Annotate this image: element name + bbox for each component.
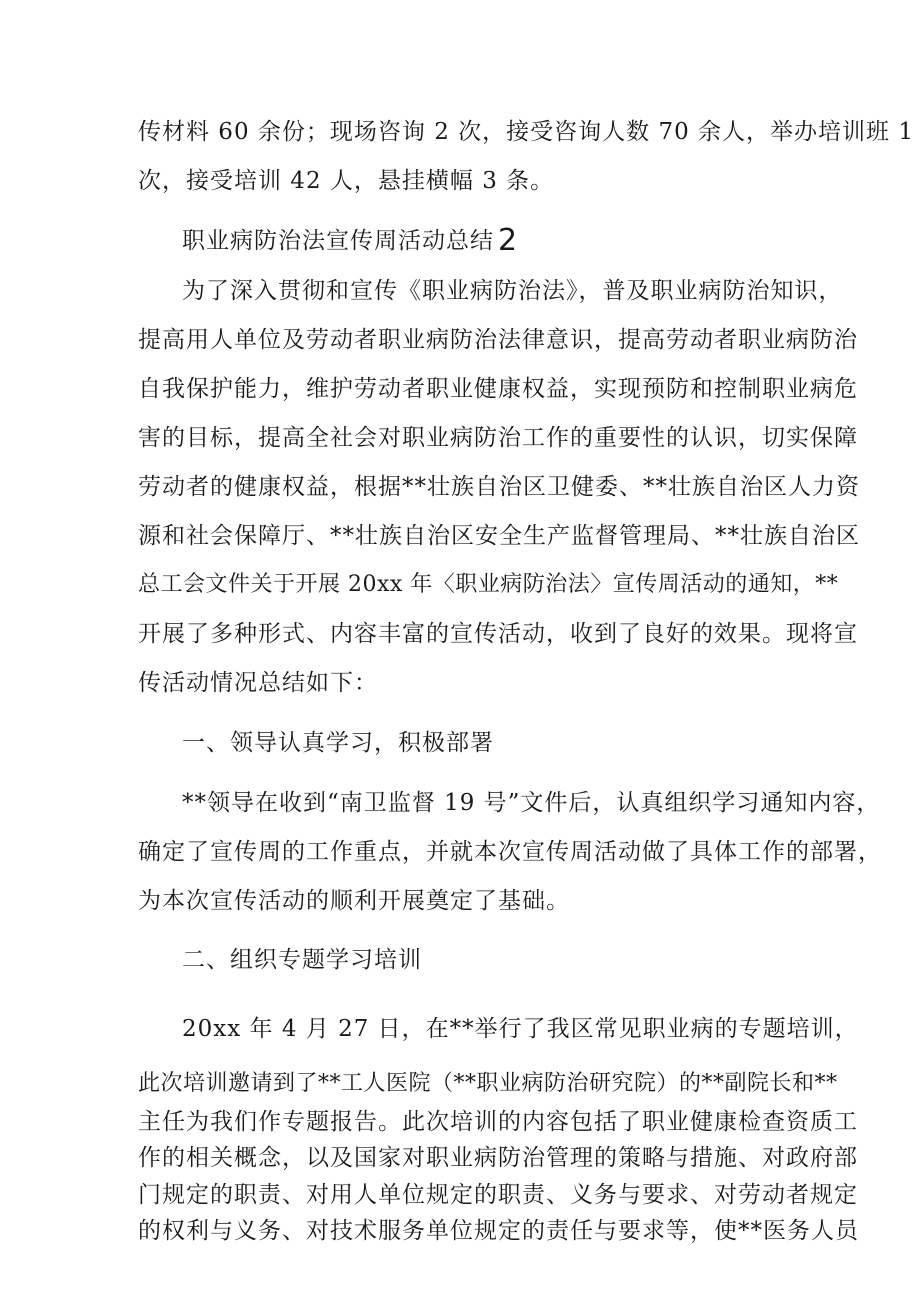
- paragraph-1-line-9: 传活动情况总结如下：: [138, 670, 378, 696]
- section-title: [182, 223, 519, 258]
- paragraph-2-line-3: 为本次宣传活动的顺利开展奠定了基础。: [138, 888, 570, 914]
- paragraph-3-line-2: 此次培训邀请到了**工人医院（**职业病防治研究院）的**副院长和**: [138, 1071, 838, 1096]
- paragraph-1-line-8: 开展了多种形式、内容丰富的宣传活动，收到了良好的效果。现将宣: [138, 621, 858, 647]
- paragraph-1-line-6: 源和社会保障厅、**壮族自治区安全生产监督管理局、**壮族自治区: [138, 523, 860, 549]
- paragraph-2-line-1: **领导在收到“南卫监督 19 号”文件后，认真组织学习通知内容，: [182, 790, 881, 816]
- paragraph-1-line-5: 劳动者的健康权益，根据**壮族自治区卫健委、**壮族自治区人力资: [138, 474, 860, 500]
- paragraph-1-line-1: 为了深入贯彻和宣传《职业病防治法》，普及职业病防治知识，: [182, 278, 843, 304]
- intro-line-2: 次，接受培训 42 人，悬挂横幅 3 条。: [138, 168, 555, 194]
- paragraph-1-line-7: 总工会文件关于开展 20xx 年〈职业病防治法〉宣传周活动的通知，**: [138, 572, 839, 597]
- paragraph-1-line-2: 提高用人单位及劳动者职业病防治法律意识，提高劳动者职业病防治: [138, 327, 858, 353]
- paragraph-3-line-6: 的权利与义务、对技术服务单位规定的责任与要求等，使**医务人员: [138, 1218, 859, 1244]
- intro-line-1: 传材料 60 余份；现场咨询 2 次，接受咨询人数 70 余人，举办培训班 1: [138, 119, 914, 145]
- heading-2: 二、组织专题学习培训: [182, 947, 422, 973]
- heading-1: 一、领导认真学习，积极部署: [182, 730, 494, 756]
- paragraph-2-line-2: 确定了宣传周的工作重点，并就本次宣传周活动做了具体工作的部署，: [138, 839, 882, 865]
- paragraph-3-line-3: 主任为我们作专题报告。此次培训的内容包括了职业健康检查资质工: [138, 1109, 858, 1135]
- paragraph-1-line-3: 自我保护能力，维护劳动者职业健康权益，实现预防和控制职业病危: [138, 376, 858, 402]
- section-title-number: 2: [498, 223, 519, 258]
- paragraph-3-line-1: 20xx 年 4 月 27 日，在**举行了我区常见职业病的专题培训，: [182, 1016, 859, 1042]
- paragraph-1-line-4: 害的目标，提高全社会对职业病防治工作的重要性的认识，切实保障: [138, 425, 858, 451]
- section-title-text: 职业病防治法宣传周活动总结: [182, 228, 494, 254]
- paragraph-3-line-5: 门规定的职责、对用人单位规定的职责、义务与要求、对劳动者规定: [138, 1182, 858, 1208]
- paragraph-3-line-4: 作的相关概念，以及国家对职业病防治管理的策略与措施、对政府部: [138, 1145, 858, 1171]
